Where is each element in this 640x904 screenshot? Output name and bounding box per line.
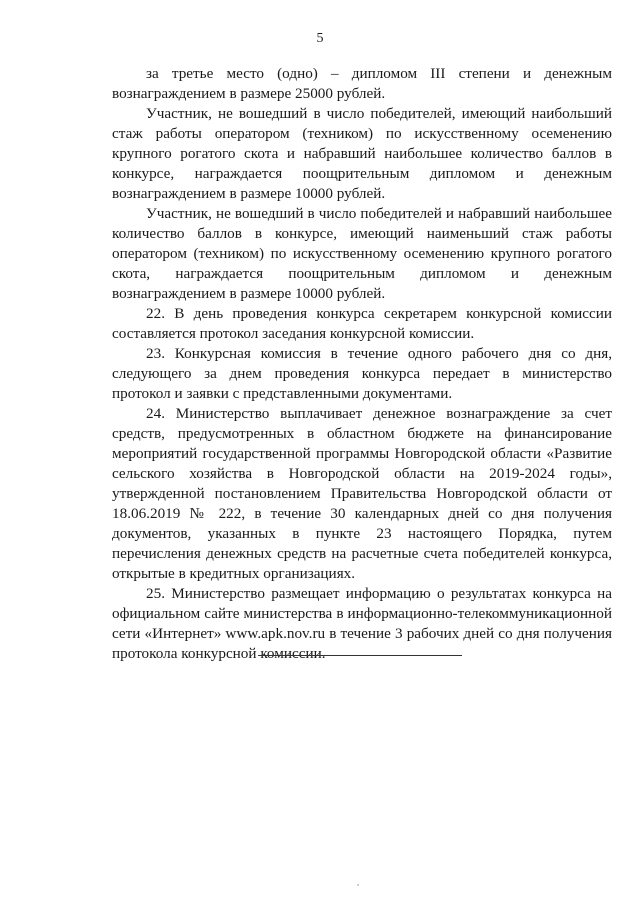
- end-of-document-line: [258, 655, 462, 656]
- document-body: [112, 64, 612, 664]
- paragraph-item-25: 25. Министерство размещает информацию о результатах конкурса на официальном сайте министерства в информационно-телекоммуникационной сети «Интернет» www.apk.nov.ru в течение 3 рабочих дней со дня получения протокола конкурсной комиссии.: [112, 585, 612, 662]
- scan-speck: [357, 884, 359, 886]
- paragraph-item-22: 22. В день проведения конкурса секретарем конкурсной комиссии составляется протокол заседания конкурсной комиссии.: [112, 305, 612, 342]
- paragraph-third-place-award: за третье место (одно) – дипломом III степени и денежным вознаграждением в размере 25000 рублей.: [112, 65, 612, 102]
- paragraph-item-24: 24. Министерство выплачивает денежное вознаграждение за счет средств, предусмотренных в областном бюджете на финансирование мероприятий государственной программы Новгородской области «Развитие сельского хозяйства в Новгородской области на 2019-2024 годы», утвержденной постановлением Правительства Новгородской области от 18.06.2019 № 222, в течение 30 календарных дней со дня получения документов, указанных в пункте 23 настоящего Порядка, путем перечисления денежных средств на расчетные счета победителей конкурса, открытые в кредитных организациях.: [112, 405, 612, 582]
- page-number: 5: [316, 31, 324, 46]
- paragraph-longest-experience-award: Участник, не вошедший в число победителей, имеющий наибольший стаж работы оператором (техником) по искусственному осеменению крупного рогатого скота и набравший наибольшее количество баллов в конкурсе, награждается поощрительным дипломом и денежным вознаграждением в размере 10000 рублей.: [112, 105, 612, 202]
- paragraph-item-23: 23. Конкурсная комиссия в течение одного рабочего дня со дня, следующего за днем проведения конкурса передает в министерство протокол и заявки с представленными документами.: [112, 345, 612, 402]
- paragraph-shortest-experience-award: Участник, не вошедший в число победителей и набравший наибольшее количество баллов в конкурсе, имеющий наименьший стаж работы оператором (техником) по искусственному осеменению крупного рогатого скота, награждается поощрительным дипломом и денежным вознаграждением в размере 10000 рублей.: [112, 205, 612, 302]
